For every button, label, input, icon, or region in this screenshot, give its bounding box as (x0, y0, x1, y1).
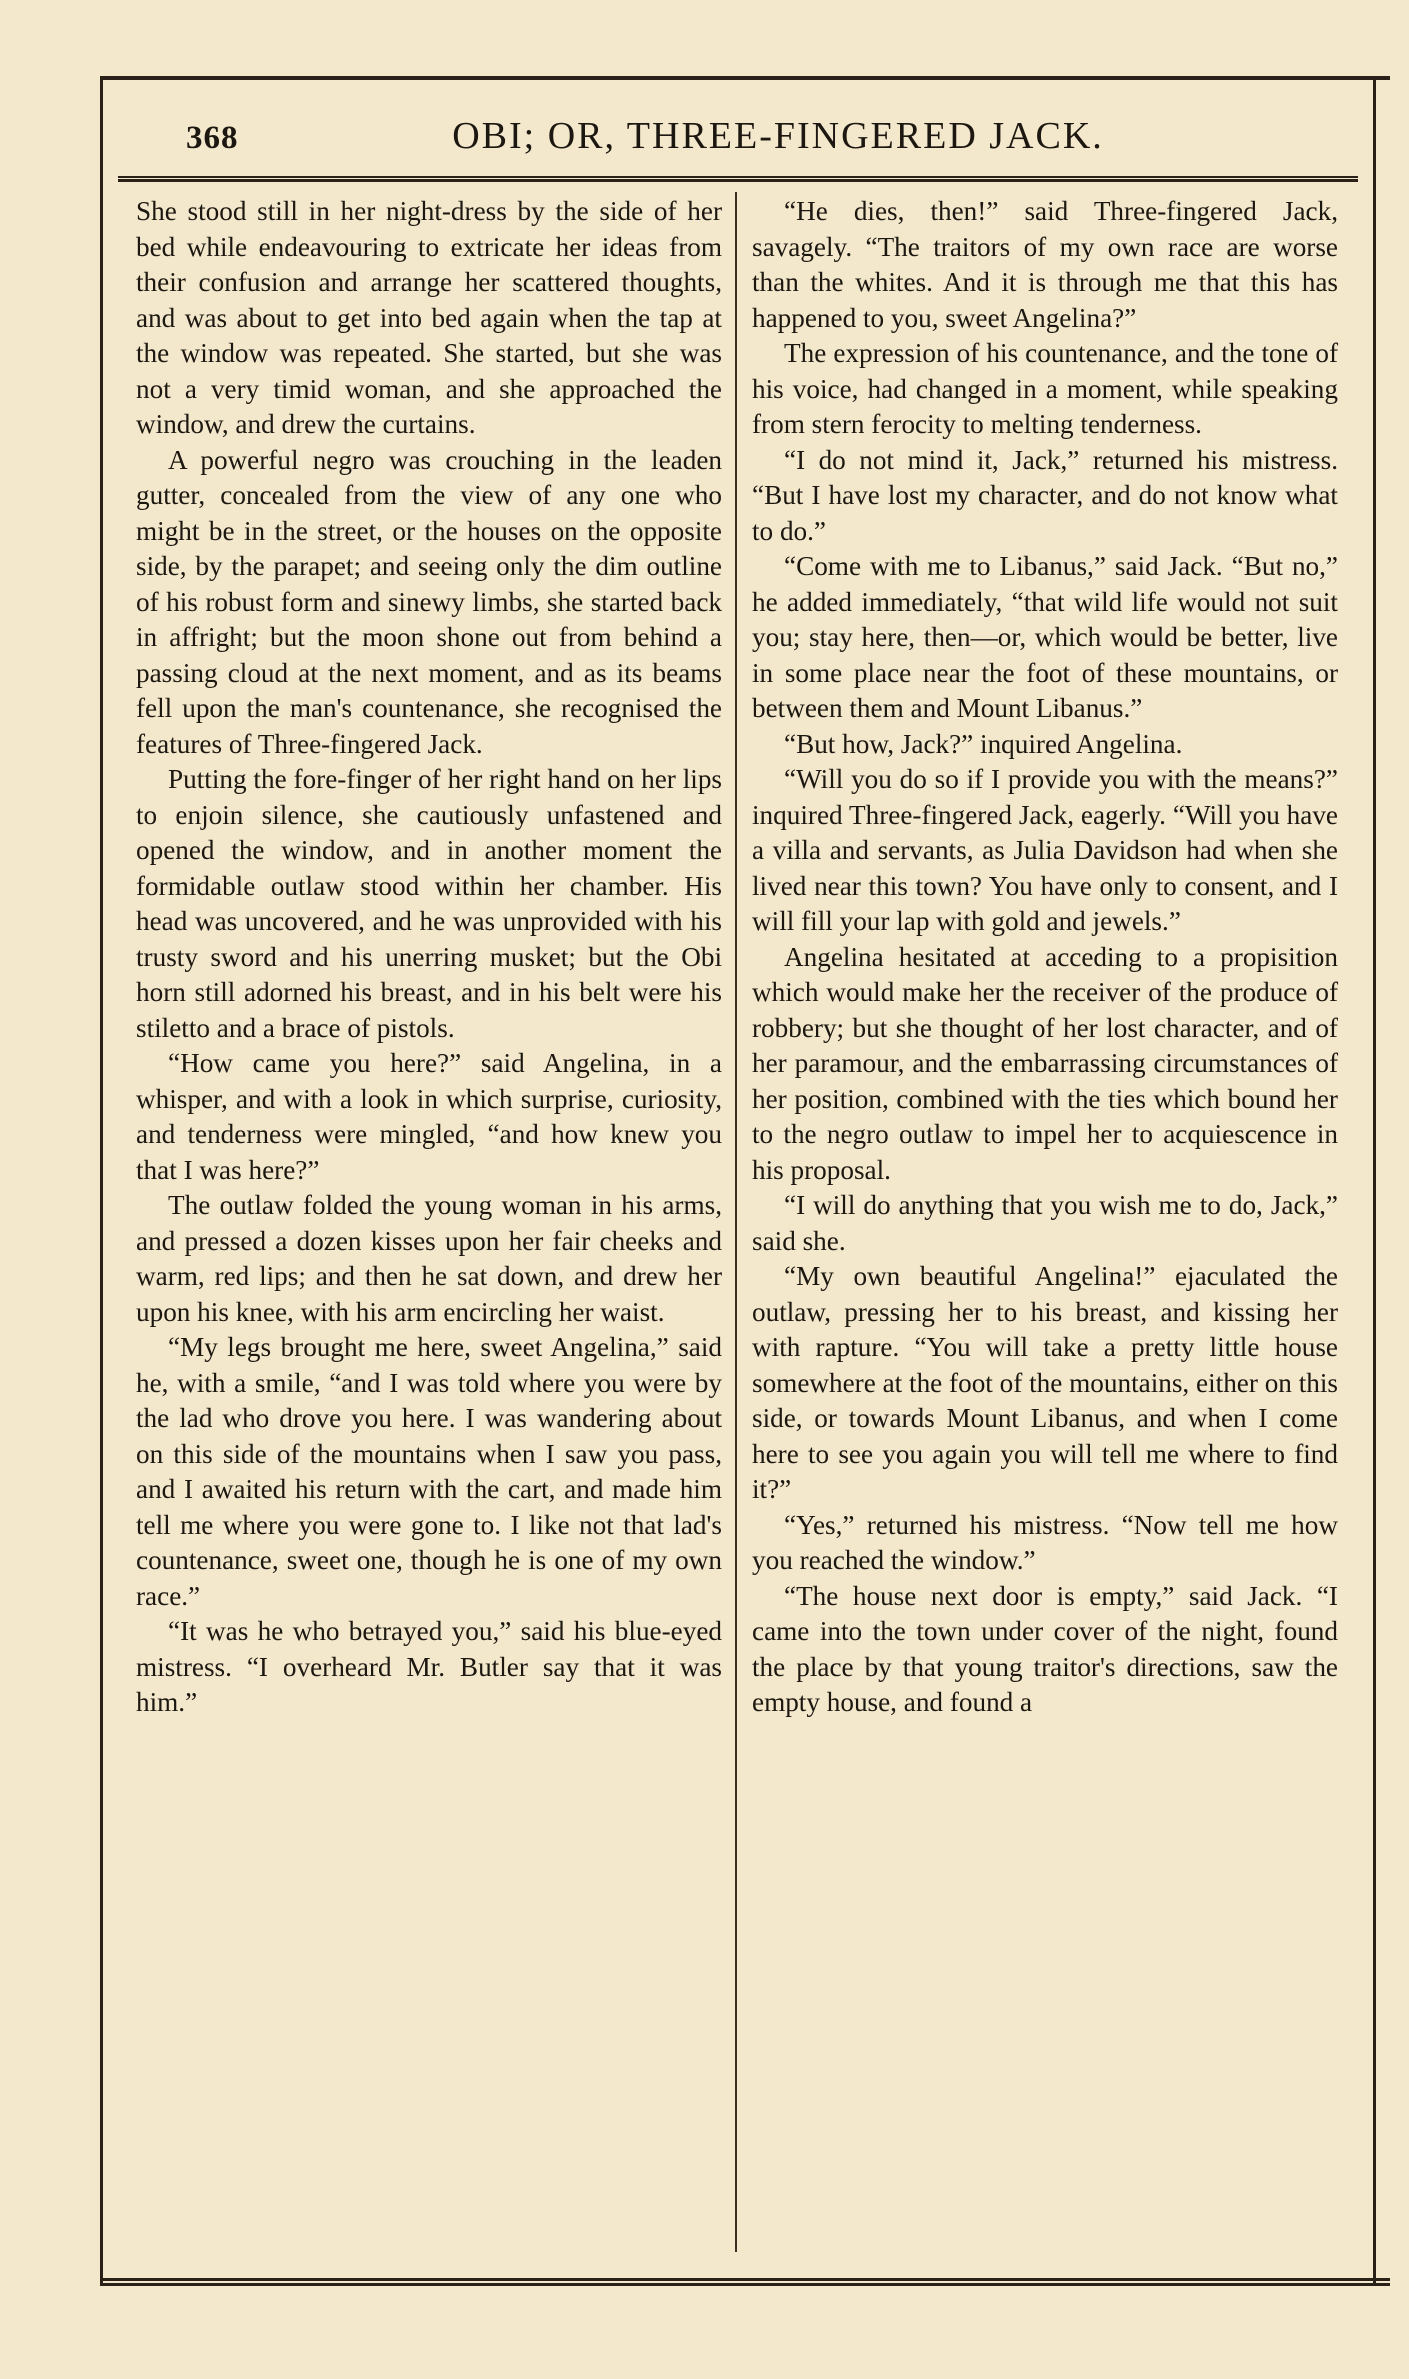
paragraph: Angelina hesitated at acceding to a propisition which would make her the receiver of the produce of robbery; but she thought of her lost character, and of her paramour, and the embarrassing circumstances of her position, combined with the ties which bound her to the negro outlaw to impel her to acquiescence in his proposal. (752, 941, 1338, 1185)
right-column (752, 194, 1338, 1721)
paragraph: “Yes,” returned his mistress. “Now tell me how you reached the window.” (752, 1509, 1338, 1575)
paragraph: She stood still in her night-dress by the side of her bed while endeavouring to extricate her ideas from their confusion and arrange her scattered thoughts, and was about to get into bed again when the tap at the window was repeated. She started, but she was not a very timid woman, and she approached the window, and drew the curtains. (136, 196, 722, 439)
paragraph: “He dies, then!” said Three-fingered Jack, savagely. “The traitors of my own race are worse than the whites. And it is through me that this has happened to you, sweet Angelina?” (752, 196, 1338, 333)
paragraph: “It was he who betrayed you,” said his blue-eyed mistress. “I overheard Mr. Butler say that it was him.” (136, 1616, 722, 1717)
paragraph: “My own beautiful Angelina!” ejaculated the outlaw, pressing her to his breast, and kissing her with rapture. “You will take a pretty little house somewhere at the foot of the mountains, either on this side, or towards Mount Libanus, and when I come here to see you again you will tell me where to find it?” (752, 1261, 1338, 1504)
paragraph: Putting the fore-finger of her right hand on her lips to enjoin silence, she cautiously unfastened and opened the window, and in another moment the formidable outlaw stood within her chamber. His head was uncovered, and he was unprovided with his trusty sword and his unerring musket; but the Obi horn still adorned his breast, and in his belt were his stiletto and a brace of pistols. (136, 764, 722, 1043)
column-divider (735, 192, 737, 2252)
bottom-border-rule (100, 2278, 1390, 2286)
page-header (118, 108, 1358, 168)
paragraph: “My legs brought me here, sweet Angelina,” said he, with a smile, “and I was told where you were by the lad who drove you here. I was wandering about on this side of the mountains when I saw you pass, and I awaited his return with the cart, and made him tell me where you were gone to. I like not that lad's countenance, sweet one, though he is one of my own race.” (136, 1332, 722, 1611)
paragraph: “Come with me to Libanus,” said Jack. “But no,” he added immediately, “that wild life would not suit you; stay here, then—or, which would be better, live in some place near the foot of these mountains, or between them and Mount Libanus.” (752, 551, 1338, 723)
paragraph: “I do not mind it, Jack,” returned his mistress. “But I have lost my character, and do not know what to do.” (752, 444, 1338, 546)
paragraph: “I will do anything that you wish me to do, Jack,” said she. (752, 1190, 1338, 1256)
page-number: 368 (186, 120, 239, 156)
paragraph: “But how, Jack?” inquired Angelina. (784, 728, 1183, 759)
paragraph: The outlaw folded the young woman in his arms, and pressed a dozen kisses upon her fair cheeks and warm, red lips; and then he sat down, and drew her upon his knee, with his arm encircling her waist. (136, 1190, 722, 1327)
running-title: OBI; OR, THREE-FINGERED JACK. (452, 115, 1104, 157)
paragraph: “The house next door is empty,” said Jack. “I came into the town under cover of the night, found the place by that young traitor's directions, saw the empty house, and found a (752, 1580, 1338, 1717)
paragraph: “How came you here?” said Angelina, in a whisper, and with a look in which surprise, curiosity, and tenderness were mingled, “and how knew you that I was here?” (136, 1048, 722, 1185)
paragraph: A powerful negro was crouching in the leaden gutter, concealed from the view of any one who might be in the street, or the houses on the opposite side, by the parapet; and seeing only the dim outline of his robust form and sinewy limbs, she started back in affright; but the moon shone out from behind a passing cloud at the next moment, and as its beams fell upon the man's countenance, she recognised the features of Three-fingered Jack. (136, 444, 722, 759)
paragraph: “Will you do so if I provide you with the means?” inquired Three-fingered Jack, eagerly. “Will you have a villa and servants, as Julia Davidson had when she lived near this town? You have only to consent, and I will fill your lap with gold and jewels.” (752, 764, 1338, 936)
paragraph: The expression of his countenance, and the tone of his voice, had changed in a moment, while speaking from stern ferocity to melting tenderness. (752, 338, 1338, 439)
left-column (136, 194, 722, 1721)
header-rule (118, 176, 1358, 182)
